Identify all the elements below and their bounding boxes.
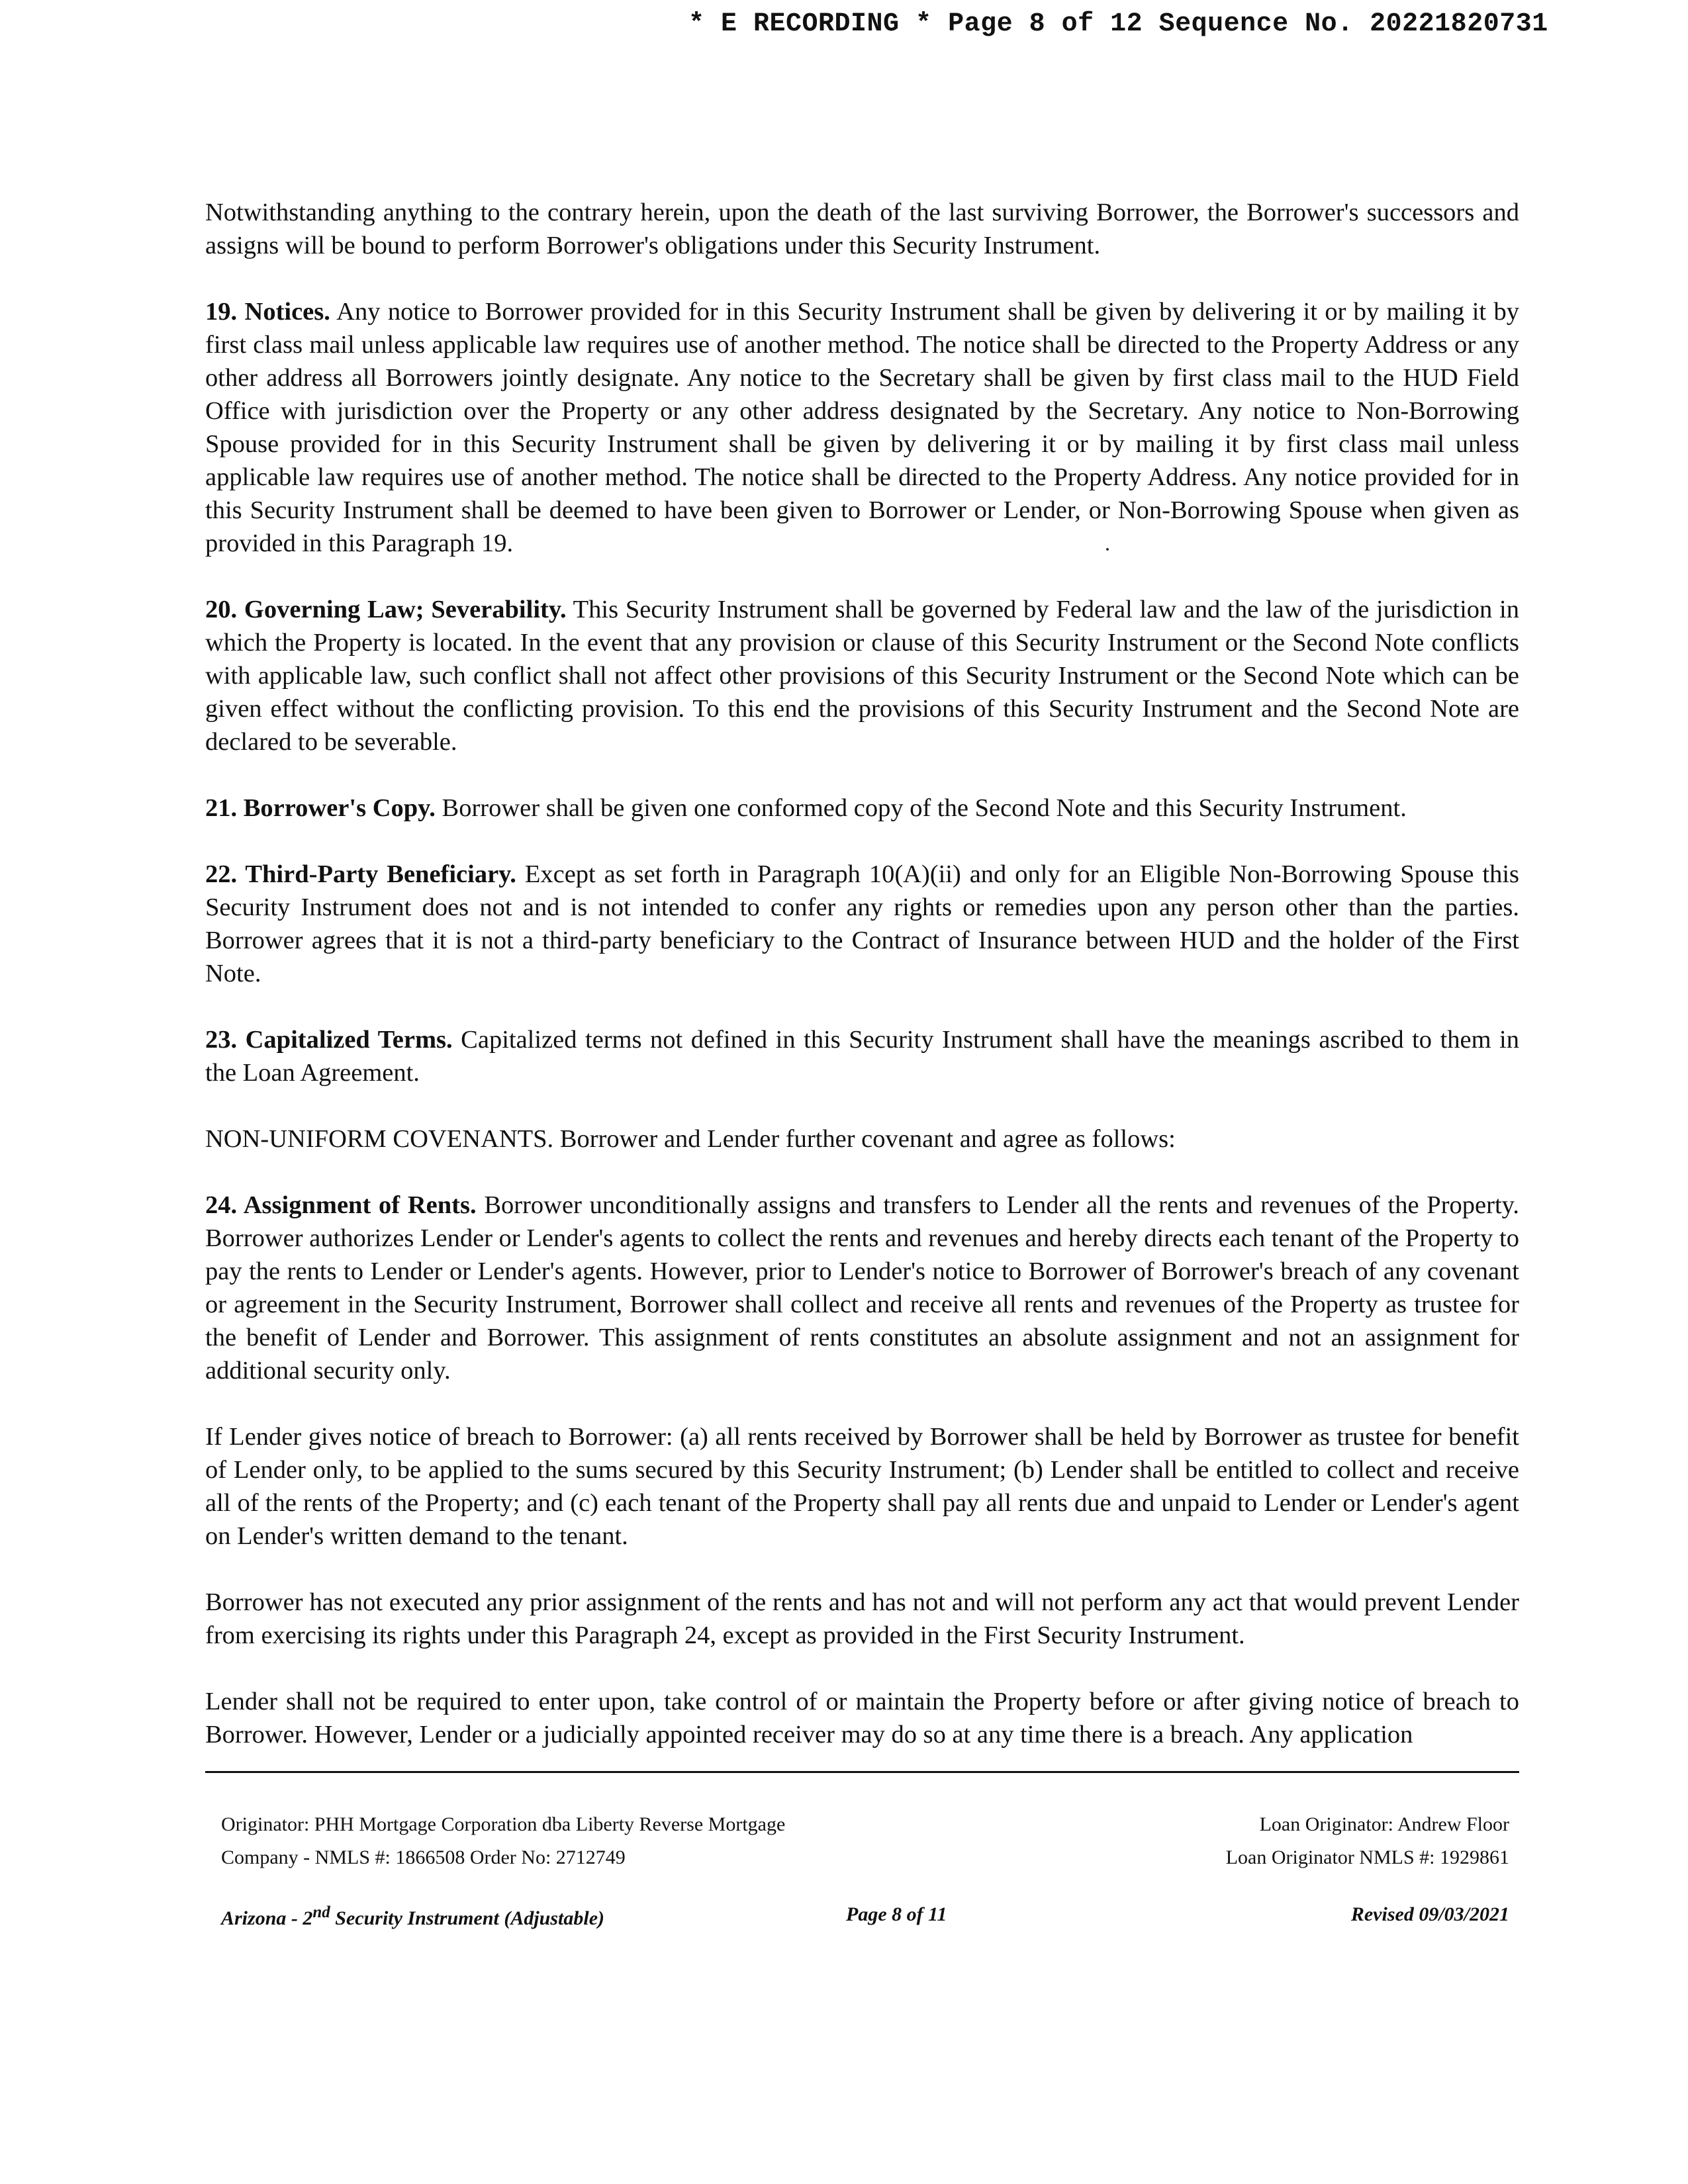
paragraph-24-assignment-of-rents xyxy=(205,1189,1519,1387)
paragraph-20-governing-law xyxy=(205,593,1519,758)
paragraph-19-notices xyxy=(205,295,1519,560)
paragraph-23-capitalized-terms xyxy=(205,1023,1519,1089)
paragraph-22-text: Except as set forth in Paragraph 10(A)(ii) and only for an Eligible Non-Borrowing Spouse this Security Instrument does not and is not intended to confer any rights or remedies upon any person other than the parties. Borrower agrees that it is not a third-party beneficiary to the Contract of Insurance between HUD and the holder of the First Note. xyxy=(205,860,1519,987)
paragraph-21-text: Borrower shall be given one conformed copy of the Second Note and this Security Instrument. xyxy=(442,794,1407,822)
loan-originator-name: Loan Originator: Andrew Floor xyxy=(1259,1813,1509,1835)
stray-dot-mark xyxy=(1106,548,1109,551)
form-title-suffix: Security Instrument (Adjustable) xyxy=(330,1907,605,1929)
originator-line-1: Originator: PHH Mortgage Corporation dba Liberty Reverse Mortgage xyxy=(221,1813,786,1835)
recording-header: * E RECORDING * Page 8 of 12 Sequence No. 20221820731 xyxy=(688,9,1548,39)
paragraph-22-third-party xyxy=(205,858,1519,990)
page-number: Page 8 of 11 xyxy=(846,1903,947,1925)
paragraph-19-text: Any notice to Borrower provided for in this Security Instrument shall be given by delivering it or by mailing it by first class mail unless applicable law requires use of another method. The notice shall be directed to the Property Address or any other address all Borrowers jointly designate. Any notice to the Secretary shall be given by first class mail to the HUD Field Office with jurisdiction over the Property or any other address designated by the Secretary. Any notice to Non-Borrowing Spouse provided for in this Security Instrument shall be given by delivering it or by mailing it by first class mail unless applicable law requires use of another method. The notice shall be directed to the Property Address. Any notice provided for in this Security Instrument shall be deemed to have been given to Borrower or Lender, or Non-Borrowing Spouse when given as provided in this Paragraph 19. xyxy=(205,298,1519,557)
form-title-superscript: nd xyxy=(312,1903,330,1921)
revised-date: Revised 09/03/2021 xyxy=(1350,1903,1509,1925)
document-body xyxy=(205,196,1519,1751)
paragraph-20-heading: 20. Governing Law; Severability. xyxy=(205,596,567,623)
paragraph-successors-text: Notwithstanding anything to the contrary herein, upon the death of the last surviving Borrower, the Borrower's successors and assigns will be bound to perform Borrower's obligations under this Security Instrument. xyxy=(205,199,1519,259)
paragraph-23-text: Capitalized terms not defined in this Security Instrument shall have the meanings ascribed to them in the Loan Agreement. xyxy=(205,1026,1519,1087)
paragraph-24-breach-text: If Lender gives notice of breach to Borrower: (a) all rents received by Borrower shall be held by Borrower as trustee for benefit of Lender only, to be applied to the sums secured by this Security Instrument; (b) Lender shall be entitled to collect and receive all of the rents of the Property; and (c) each tenant of the Property shall pay all rents due and unpaid to Lender or Lender's agent on Lender's written demand to the tenant. xyxy=(205,1423,1519,1550)
paragraph-22-heading: 22. Third-Party Beneficiary. xyxy=(205,860,516,888)
loan-originator-nmls: Loan Originator NMLS #: 1929861 xyxy=(1225,1846,1509,1868)
loan-originator-block xyxy=(1125,1808,1509,1874)
paragraph-20-text: This Security Instrument shall be governed by Federal law and the law of the jurisdiction in which the Property is located. In the event that any provision or clause of this Security Instrument or the Second Note conflicts with applicable law, such conflict shall not affect other provisions of this Security Instrument or the Second Note which can be given effect without the conflicting provision. To this end the provisions of this Security Instrument and the Second Note are declared to be severable. xyxy=(205,596,1519,756)
paragraph-24-prior-text: Borrower has not executed any prior assignment of the rents and has not and will not perform any act that would prevent Lender from exercising its rights under this Paragraph 24, except as provided in the First Security Instrument. xyxy=(205,1588,1519,1649)
paragraph-24-control xyxy=(205,1685,1519,1751)
paragraph-non-uniform-covenants xyxy=(205,1122,1519,1156)
paragraph-24-breach-notice xyxy=(205,1420,1519,1553)
paragraph-21-heading: 21. Borrower's Copy. xyxy=(205,794,436,822)
paragraph-24-control-text: Lender shall not be required to enter upon, take control of or maintain the Property before or after giving notice of breach to Borrower. However, Lender or a judicially appointed receiver may do so at any time there is a breach. Any application xyxy=(205,1688,1519,1749)
originator-block xyxy=(221,1808,949,1874)
form-title-prefix: Arizona - 2 xyxy=(221,1907,313,1929)
paragraph-successors xyxy=(205,196,1519,262)
paragraph-21-borrowers-copy xyxy=(205,792,1519,825)
paragraph-19-heading: 19. Notices. xyxy=(205,298,330,326)
non-uniform-covenants-text: NON-UNIFORM COVENANTS. Borrower and Lender further covenant and agree as follows: xyxy=(205,1125,1176,1153)
paragraph-24-prior-assignment xyxy=(205,1586,1519,1652)
form-title xyxy=(221,1903,604,1930)
footer-divider xyxy=(205,1771,1519,1773)
originator-line-2: Company - NMLS #: 1866508 Order No: 2712749 xyxy=(221,1846,626,1868)
paragraph-23-heading: 23. Capitalized Terms. xyxy=(205,1026,453,1054)
paragraph-24-text: Borrower unconditionally assigns and transfers to Lender all the rents and revenues of the Property. Borrower authorizes Lender or Lender's agents to collect the rents and revenues and hereby directs each tenant of the Property to pay the rents to Lender or Lender's agents. However, prior to Lender's notice to Borrower of Borrower's breach of any covenant or agreement in the Security Instrument, Borrower shall collect and receive all rents and revenues of the Property as trustee for the benefit of Lender and Borrower. This assignment of rents constitutes an absolute assignment and not an assignment for additional security only. xyxy=(205,1191,1520,1385)
paragraph-24-heading: 24. Assignment of Rents. xyxy=(205,1191,477,1219)
